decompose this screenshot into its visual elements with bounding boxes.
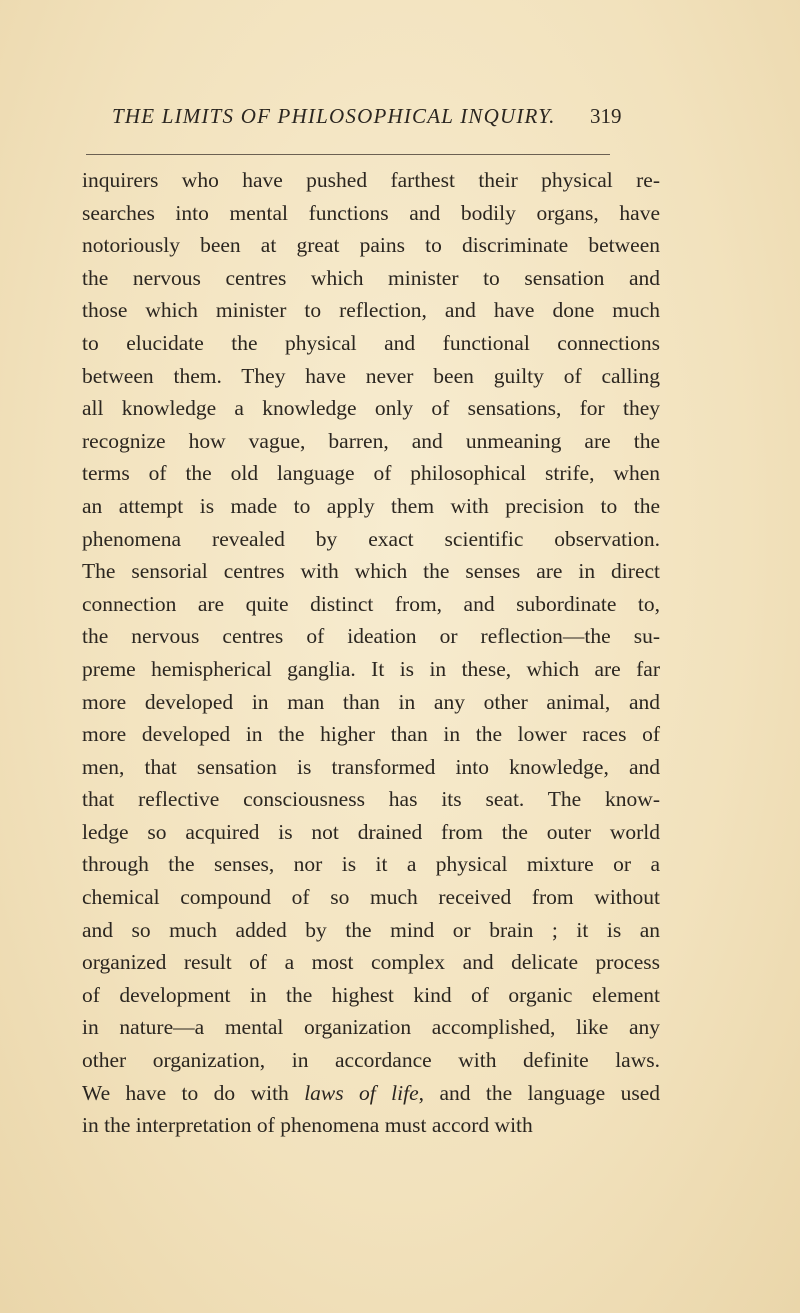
running-title: THE LIMITS OF PHILOSOPHICAL INQUIRY. [112,104,556,128]
body-text [82,164,660,1142]
text-line-25: organized result of a most complex and delicate process [82,950,660,975]
text-line-6: to elucidate the physical and functional connections [82,330,660,355]
text-line-17: more developed in man than in any other animal, and [82,689,660,714]
text-line-1: inquirers who have pushed farthest their physical re- [82,168,660,192]
text-line-4: the nervous centres which minister to sensation and [82,265,660,290]
text-line-10: terms of the old language of philosophical strife, when [82,461,660,486]
text-line-21: ledge so acquired is not drained from the outer world [82,819,660,844]
text-line-27: in nature—a mental organization accomplished, like any [82,1015,660,1040]
line-29-end: , and the language used [418,1080,660,1105]
text-line-23: chemical compound of so much received from without [82,885,660,910]
line-29-start: We have to do with [82,1080,305,1105]
text-line-20: that reflective consciousness has its seat. The know- [82,787,660,812]
text-line-5: those which minister to reflection, and have done much [82,298,660,323]
text-line-14: connection are quite distinct from, and subordinate to, [82,591,660,616]
text-line-3: notoriously been at great pains to discriminate between [82,233,660,258]
text-line-7: between them. They have never been guilty of calling [82,363,660,388]
page-header [112,104,672,144]
text-line-22: through the senses, nor is it a physical mixture or a [82,852,660,877]
text-line-11: an attempt is made to apply them with precision to the [82,493,660,518]
text-line-13: The sensorial centres with which the senses are in direct [82,559,660,584]
text-line-26: of development in the highest kind of organic element [82,982,660,1007]
text-line-9: recognize how vague, barren, and unmeaning are the [82,428,660,453]
text-line-2: searches into mental functions and bodily organs, have [82,200,660,225]
text-line-29 [82,1077,660,1110]
header-rule [86,154,610,155]
text-line-16: preme hemispherical ganglia. It is in these, which are far [82,656,660,681]
laws-of-life-emphasis: laws of life [304,1080,419,1105]
text-line-12: phenomena revealed by exact scientific observation. [82,526,660,551]
text-line-18: more developed in the higher than in the lower races of [82,722,660,747]
text-line-24: and so much added by the mind or brain ; it is an [82,917,660,942]
text-line-8: all knowledge a knowledge only of sensations, for they [82,396,660,421]
page-number: 319 [590,104,622,128]
text-line-30: in the interpretation of phenomena must accord with [82,1113,533,1138]
text-line-15: the nervous centres of ideation or reflection—the su- [82,624,660,649]
text-line-19: men, that sensation is transformed into knowledge, and [82,754,660,779]
text-line-28: other organization, in accordance with definite laws. [82,1048,660,1073]
